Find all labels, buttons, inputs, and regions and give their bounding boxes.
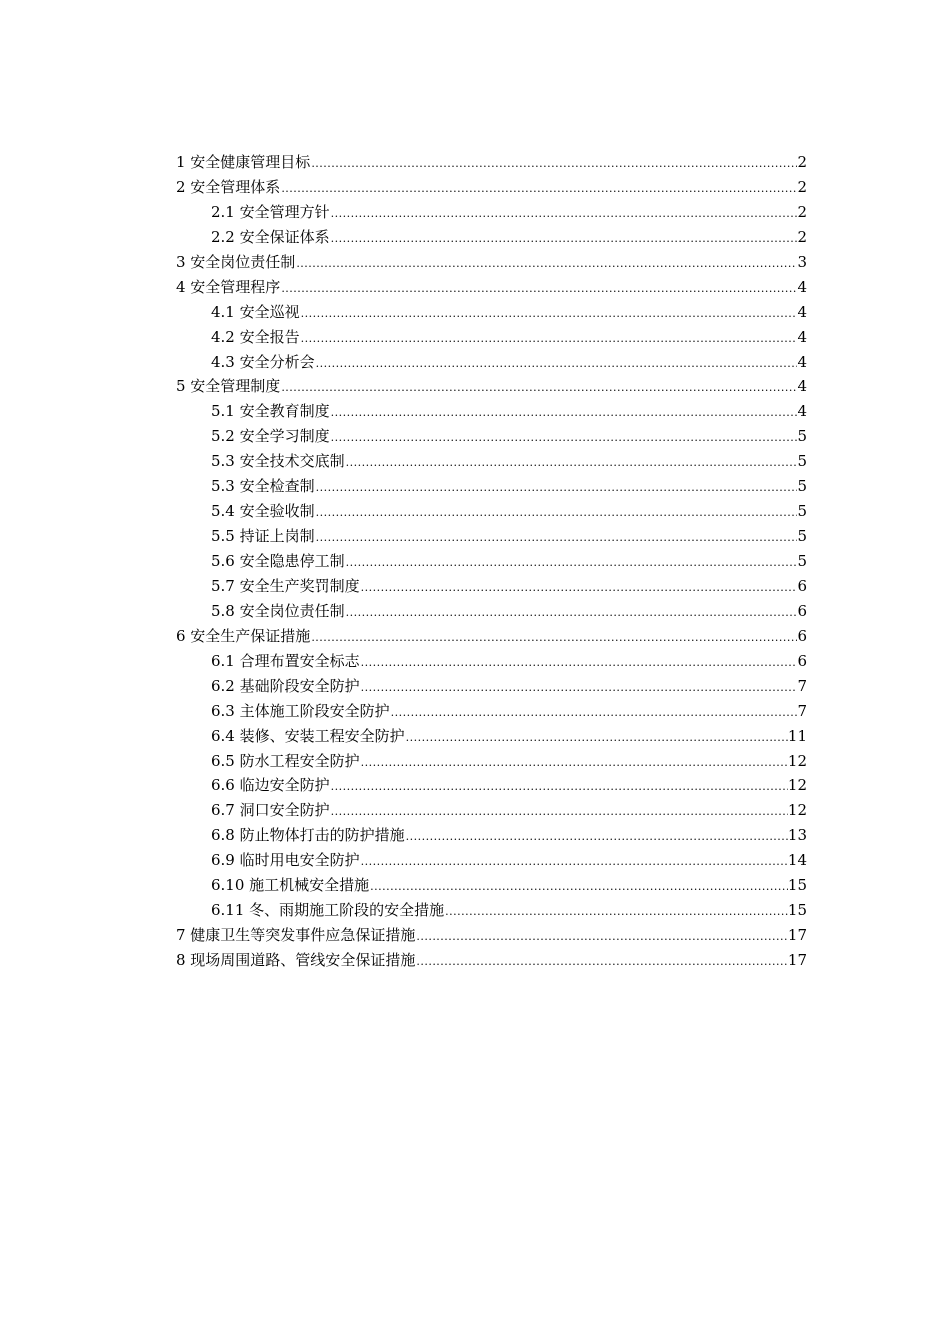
toc-entry-label: 2.2 安全保证体系 [211,227,330,246]
toc-page-number: 5 [797,427,807,446]
table-of-contents [176,150,807,973]
toc-entry[interactable] [176,499,807,524]
toc-entry-label: 8 现场周围道路、管线安全保证措施 [176,951,416,969]
toc-dot-leader [369,875,788,900]
toc-page-number: 5 [797,552,807,570]
toc-dot-leader [295,252,797,277]
toc-dot-leader [315,501,798,526]
toc-dot-leader [390,701,798,726]
toc-dot-leader [415,925,788,950]
toc-page-number: 4 [797,327,807,346]
toc-dot-leader [280,376,797,401]
toc-page-number: 7 [797,676,807,695]
toc-page-number: 4 [797,402,807,421]
toc-page-number: 5 [797,527,807,546]
toc-entry[interactable] [176,649,807,674]
toc-entry-label: 6.3 主体施工阶段安全防护 [211,701,390,720]
toc-entry[interactable] [176,599,807,624]
toc-entry[interactable] [176,773,807,798]
toc-entry[interactable] [176,449,807,474]
toc-entry[interactable] [176,898,807,923]
toc-dot-leader [405,726,788,751]
toc-entry[interactable] [176,724,807,749]
toc-entry-label: 2 安全管理体系 [176,177,281,196]
toc-page-number: 15 [787,901,807,920]
toc-page-number: 6 [797,626,807,645]
toc-entry[interactable] [176,624,807,649]
toc-entry[interactable] [176,674,807,699]
toc-entry-label: 5 安全管理制度 [176,377,281,396]
toc-dot-leader [330,227,798,252]
toc-dot-leader [360,751,788,776]
toc-entry-label: 5.8 安全岗位责任制 [211,601,345,620]
toc-dot-leader [330,800,788,825]
toc-page-number: 11 [787,726,807,745]
toc-dot-leader [345,601,798,626]
toc-dot-leader [444,900,788,925]
toc-dot-leader [300,327,798,352]
toc-entry-label: 2.1 安全管理方针 [211,202,330,221]
toc-entry-label: 6.7 洞口安全防护 [211,801,330,820]
toc-page-number: 5 [797,502,807,521]
toc-entry[interactable] [176,574,807,599]
toc-page-number: 12 [787,776,807,795]
toc-entry[interactable] [176,150,807,175]
toc-entry[interactable] [176,300,807,325]
toc-entry-label: 6.5 防水工程安全防护 [211,751,360,770]
toc-entry-label: 4 安全管理程序 [176,277,281,296]
toc-page-number: 4 [797,302,807,321]
toc-dot-leader [315,476,798,501]
toc-entry-label: 3 安全岗位责任制 [176,252,296,271]
toc-dot-leader [330,401,798,426]
toc-entry[interactable] [176,474,807,499]
toc-entry[interactable] [176,399,807,424]
toc-entry-label: 5.5 持证上岗制 [211,527,315,546]
toc-entry-label: 6.4 装修、安装工程安全防护 [211,726,405,745]
toc-entry-label: 4.3 安全分析会 [211,352,315,371]
toc-entry-label: 5.4 安全验收制 [211,502,315,521]
toc-page-number: 6 [797,576,807,595]
toc-dot-leader [330,775,788,800]
toc-entry[interactable] [176,350,807,375]
toc-dot-leader [405,825,788,850]
toc-dot-leader [330,426,798,451]
toc-entry[interactable] [176,749,807,774]
toc-page-number: 3 [797,252,807,271]
toc-entry-label: 6.10 施工机械安全措施 [211,876,370,895]
toc-page-number: 13 [787,826,807,845]
toc-page-number: 4 [797,277,807,296]
toc-entry[interactable] [176,524,807,549]
toc-dot-leader [280,177,797,202]
toc-page-number: 12 [787,801,807,820]
toc-page-number: 15 [787,876,807,895]
toc-page-number: 4 [797,377,807,396]
toc-entry[interactable] [176,948,807,973]
toc-page-number: 14 [787,851,807,870]
toc-page-number: 5 [797,452,807,471]
toc-dot-leader [280,277,797,302]
toc-page-number: 2 [797,202,807,221]
toc-entry[interactable] [176,275,807,300]
toc-page-number: 2 [797,227,807,246]
toc-entry-label: 5.7 安全生产奖罚制度 [211,576,360,595]
toc-dot-leader [360,576,798,601]
toc-page-number: 4 [797,352,807,371]
toc-page-number: 6 [797,651,807,670]
toc-entry[interactable] [176,374,807,399]
toc-entry[interactable] [176,225,807,250]
toc-dot-leader [345,451,798,476]
toc-entry[interactable] [176,325,807,350]
toc-entry[interactable] [176,848,807,873]
toc-dot-leader [330,202,798,227]
toc-dot-leader [360,850,788,875]
toc-entry-label: 7 健康卫生等突发事件应急保证措施 [176,926,416,945]
toc-entry-label: 6.2 基础阶段安全防护 [211,676,360,695]
toc-entry-label: 5.3 安全技术交底制 [211,452,345,471]
toc-entry-label: 5.2 安全学习制度 [211,427,330,446]
toc-entry-label: 6 安全生产保证措施 [176,626,311,645]
toc-page-number: 5 [797,477,807,496]
toc-dot-leader [300,302,798,327]
toc-dot-leader [360,651,798,676]
toc-entry-label: 6.1 合理布置安全标志 [211,651,360,670]
toc-entry[interactable] [176,200,807,225]
toc-dot-leader [310,152,797,177]
toc-dot-leader [315,352,798,377]
toc-entry-label: 5.6 安全隐患停工制 [211,552,345,570]
toc-page-number: 17 [787,951,807,969]
toc-entry-label: 6.9 临时用电安全防护 [211,851,360,870]
toc-page-number: 12 [787,751,807,770]
toc-dot-leader [360,676,798,701]
toc-entry-label: 4.1 安全巡视 [211,302,300,321]
toc-entry[interactable] [176,923,807,948]
toc-entry-label: 6.11 冬、雨期施工阶段的安全措施 [211,901,445,920]
toc-entry[interactable] [176,424,807,449]
toc-entry[interactable] [176,699,807,724]
toc-dot-leader [310,626,797,651]
toc-page-number: 7 [797,701,807,720]
toc-entry-label: 6.8 防止物体打击的防护措施 [211,826,405,845]
toc-entry[interactable] [176,798,807,823]
toc-entry-label: 4.2 安全报告 [211,327,300,346]
toc-entry[interactable] [176,549,807,574]
toc-entry-label: 6.6 临边安全防护 [211,776,330,795]
toc-page-number: 2 [797,177,807,196]
toc-entry-label: 5.3 安全检查制 [211,477,315,496]
toc-entry[interactable] [176,250,807,275]
toc-page-number: 17 [787,926,807,945]
toc-entry[interactable] [176,873,807,898]
toc-entry-label: 1 安全健康管理目标 [176,153,311,171]
toc-dot-leader [415,950,788,975]
toc-dot-leader [345,551,798,576]
toc-dot-leader [315,526,798,551]
toc-entry-label: 5.1 安全教育制度 [211,402,330,421]
toc-entry[interactable] [176,175,807,200]
toc-page-number: 6 [797,601,807,620]
toc-entry[interactable] [176,823,807,848]
toc-page-number: 2 [797,153,807,171]
